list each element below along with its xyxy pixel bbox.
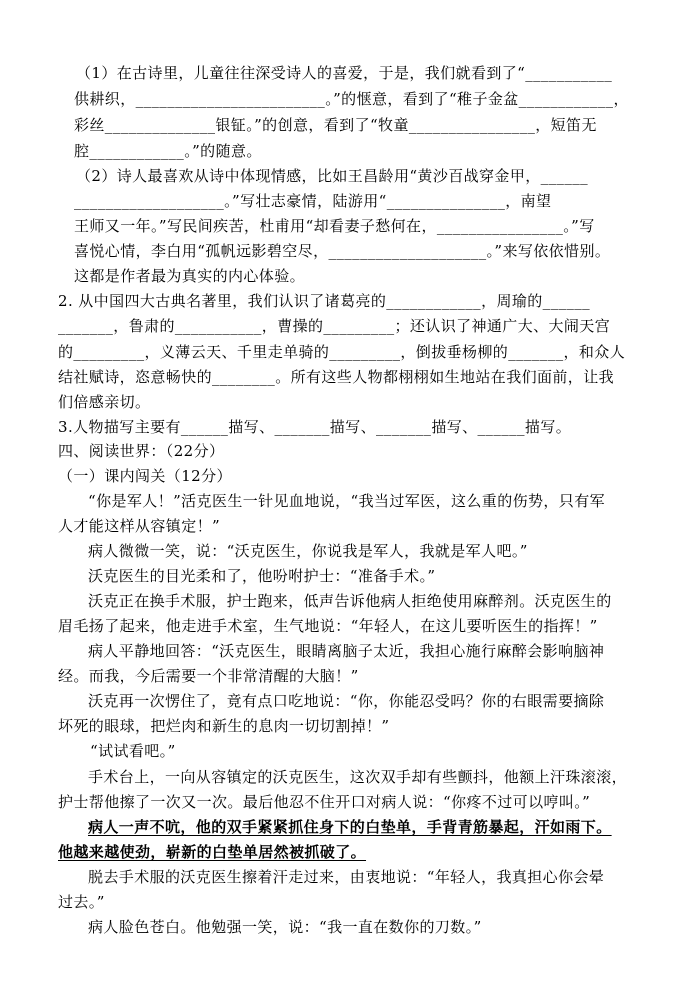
passage-line: 沃克正在换手术服，护士跑来，低声告诉他病人拒绝使用麻醉剂。沃克医生的 (88, 592, 612, 610)
passage-line: 沃克医生的目光柔和了，他吩咐护士：“准备手术。” (88, 567, 436, 585)
passage-line: 病人平静地回答：“沃克医生，眼睛离脑子太近，我担心施行麻醉会影响脑神 (88, 642, 605, 660)
question2-line2: _______，鲁肃的___________，曹操的_________；还认识了神通广大、大闹天宫 (58, 317, 611, 335)
poem-para2-line1: （2）诗人最喜欢从诗中体现情感，比如王昌龄用“黄沙百战穿金甲，______ (76, 167, 589, 185)
passage-line: 坏死的眼球，把烂肉和新生的息肉一切切割掉！” (58, 717, 390, 735)
passage-highlight-line: 病人一声不吭，他的双手紧紧抓住身下的白垫单，手背青筋暴起，汗如雨下。 (88, 818, 612, 836)
passage-line: “你是军人！”活克医生一针见血地说，“我当过军医，这么重的伤势，只有军 (88, 492, 606, 510)
passage-line: 经。而我，今后需要一个非常清醒的大脑！” (58, 667, 359, 685)
passage-line: 人才能这样从容镇定！” (58, 517, 221, 535)
passage-line: 眉毛扬了起来，他走进手术室，生气地说：“年轻人，在这儿要听医生的指挥！” (58, 617, 598, 635)
passage-line: 沃克再一次愣住了，竟有点口吃地说：“你，你能忍受吗？你的右眼需要摘除 (88, 692, 605, 710)
passage-line: 过去。” (58, 893, 105, 911)
section4-heading: 四、阅读世界：（22分） (58, 442, 225, 460)
question2-line5: 们倍感亲切。 (58, 393, 151, 411)
poem-para1-line1: （1）在古诗里，儿童往往深受诗人的喜爱，于是，我们就看到了“___________ (76, 64, 613, 82)
passage-line: 病人微微一笑，说：“沃克医生，你说我是军人，我就是军人吧。” (88, 542, 528, 560)
poem-para1-line3: 彩丝______________银钲。”的创意，看到了“牧童________________，短笛无 (74, 116, 597, 134)
passage-line: “试试看吧。” (90, 742, 176, 760)
poem-para2-line5: 这都是作者最为真实的内心体验。 (74, 267, 306, 285)
poem-para1-line4: 腔____________。”的随意。 (74, 142, 262, 160)
question2-line4: 结社赋诗，恣意畅快的________。所有这些人物都栩栩如生地站在我们面前，让我 (58, 368, 615, 386)
question3: 3.人物描写主要有______描写、_______描写、_______描写、______描写。 (58, 418, 572, 436)
passage-line: 病人脸色苍白。他勉强一笑，说：“我一直在数你的刀数。” (88, 918, 482, 936)
passage-line: 护士帮他擦了一次又一次。最后他忍不住开口对病人说：“你疼不过可以哼叫。” (58, 793, 591, 811)
passage-highlight-line: 他越来越使劲，崭新的白垫单居然被抓破了。 (58, 843, 367, 861)
poem-para2-line3: 王师又一年。”写民间疾苦，杜甫用“却看妻子愁何在，________________。”写 (74, 217, 595, 235)
passage-line: 手术台上，一向从容镇定的沃克医生，这次双手却有些颤抖，他额上汗珠滚滚， (88, 768, 628, 786)
passage-line: 脱去手术服的沃克医生擦着汗走过来，由衷地说：“年轻人，我真担心你会晕 (88, 868, 605, 886)
question2-line3: 的_________，义薄云天、千里走单骑的_________，倒拔垂杨柳的_______，和众人 (58, 343, 626, 361)
poem-para2-line2: ___________________。”写壮志豪情，陆游用“_______________，南望 (74, 192, 552, 210)
question2-line1: 2. 从中国四大古典名著里，我们认识了诸葛亮的____________，周瑜的______ (58, 292, 591, 310)
section4-subheading: （一）课内闯关（12分） (58, 467, 232, 485)
poem-para2-line4: 喜悦心情，李白用“孤帆远影碧空尽，____________________。”来写依依惜别。 (74, 242, 611, 260)
poem-para1-line2: 供耕织，________________________。”的惬意，看到了“稚子金盆____________， (74, 90, 629, 108)
